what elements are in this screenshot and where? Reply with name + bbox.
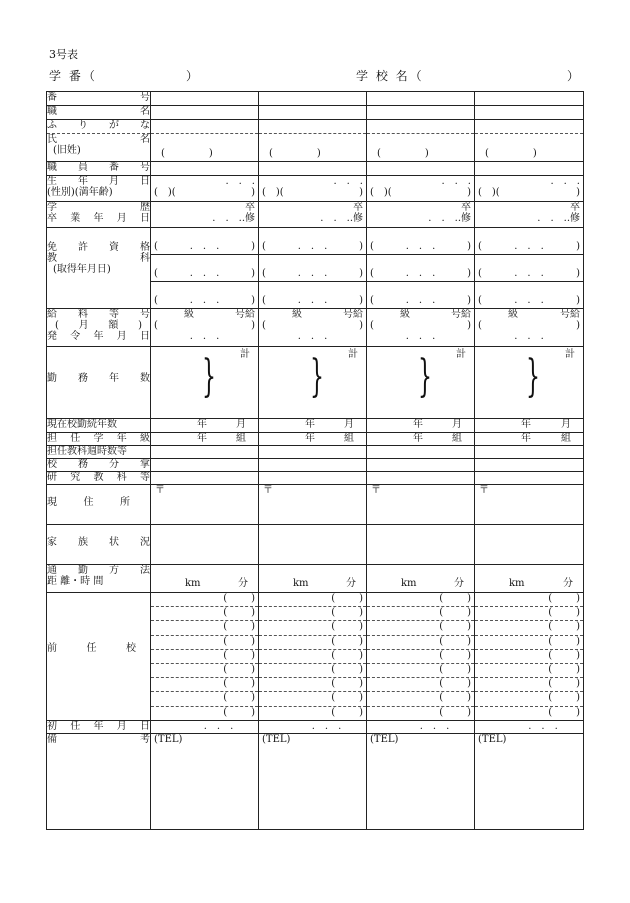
service-years-row-cell[interactable]: } 計 (151, 347, 259, 419)
commute-row-cell[interactable]: km 分 (151, 565, 259, 593)
job-row-cell[interactable] (367, 106, 475, 120)
current-years-row-cell[interactable]: 年 月 (475, 419, 584, 433)
student-number-label: 学 番（ (49, 69, 97, 83)
family-row-cell[interactable] (475, 525, 584, 565)
furigana-cell[interactable] (367, 120, 475, 134)
name-label: 氏 名 (旧姓) (47, 134, 151, 162)
research-row-cell[interactable] (259, 472, 367, 485)
hours-row-cell[interactable] (151, 446, 259, 459)
class-row (47, 433, 584, 446)
address-row-cell[interactable]: 〒 (367, 485, 475, 525)
research-row-cell[interactable] (475, 472, 584, 485)
commute-row-cell[interactable]: km 分 (475, 565, 584, 593)
class-row-cell[interactable]: 年 組 (475, 433, 584, 446)
job-row-cell[interactable] (475, 106, 584, 120)
number-row-cell[interactable] (259, 92, 367, 106)
remarks-row-cell[interactable]: (TEL) (259, 733, 367, 829)
furigana-cell[interactable] (151, 120, 259, 134)
previous-school-row (47, 593, 584, 721)
student-number-close: ） (186, 69, 199, 83)
duty-row (47, 459, 584, 472)
address-row-cell[interactable]: 〒 (475, 485, 584, 525)
service-years-row-cell[interactable]: } 計 (259, 347, 367, 419)
education-row-cell[interactable]: 卒 . . ..修 (259, 202, 367, 228)
staff-number-row (47, 162, 584, 176)
class-row-cell[interactable]: 年 組 (367, 433, 475, 446)
family-row-cell[interactable] (259, 525, 367, 565)
family-row-label: 家 族 状 況 (47, 525, 151, 565)
commute-row-cell[interactable]: km 分 (259, 565, 367, 593)
furigana-cell[interactable] (475, 120, 584, 134)
first-date-row-cell[interactable]: . . . (367, 720, 475, 733)
form-number: 3号表 (49, 48, 78, 61)
education-row-cell[interactable]: 卒 . . ..修 (151, 202, 259, 228)
first-date-row-label: 初 任 年 月 日 (47, 720, 150, 732)
research-row-cell[interactable] (367, 472, 475, 485)
current-years-row (47, 419, 584, 433)
birth-row-cell[interactable]: . . . ( )( ) (259, 176, 367, 202)
class-row-cell[interactable]: 年 組 (259, 433, 367, 446)
first-date-row-cell[interactable]: . . . (475, 720, 584, 733)
furigana-row (47, 120, 584, 134)
number-row-cell[interactable] (475, 92, 584, 106)
education-row-cell[interactable]: 卒 . . ..修 (367, 202, 475, 228)
class-row-cell[interactable]: 年 組 (151, 433, 259, 446)
salary-row-cell[interactable]: 級 号給 ( ) . . . (475, 309, 584, 347)
duty-row-cell[interactable] (259, 459, 367, 472)
remarks-row (47, 733, 584, 829)
service-years-row (47, 347, 584, 419)
service-years-row-label: 勤 務 年 数 (47, 347, 151, 419)
salary-row-cell[interactable]: 級 号給 ( ) . . . (151, 309, 259, 347)
license-cell[interactable]: ( . . . ) ( . . . ) ( . . . ) (367, 228, 475, 309)
hours-row-cell[interactable] (367, 446, 475, 459)
education-row-cell[interactable]: 卒 . . ..修 (475, 202, 584, 228)
previous-school-cell[interactable]: ( ) ( ) ( ) ( ) ( ) ( ) ( ) ( ) ( ) (151, 593, 259, 721)
birth-row (47, 176, 584, 202)
staff-number-row-cell[interactable] (475, 162, 584, 176)
salary-row-cell[interactable]: 級 号給 ( ) . . . (259, 309, 367, 347)
current-years-row-cell[interactable]: 年 月 (259, 419, 367, 433)
license-cell[interactable]: ( . . . ) ( . . . ) ( . . . ) (475, 228, 584, 309)
address-row (47, 485, 584, 525)
service-years-row-cell[interactable]: } 計 (475, 347, 584, 419)
service-years-row-cell[interactable]: } 計 (367, 347, 475, 419)
birth-row-label: 生 年 月 日 (性別)(満年齢) (47, 176, 151, 202)
family-row (47, 525, 584, 565)
school-name-label: 学 校 名（ (356, 69, 424, 83)
education-row (47, 202, 584, 228)
duty-row-cell[interactable] (367, 459, 475, 472)
current-years-row-label: 現在校勤続年数 (47, 419, 151, 433)
research-row-cell[interactable] (151, 472, 259, 485)
remarks-row-label: 備 考 (47, 733, 151, 829)
name-cell[interactable]: ( ) (259, 134, 367, 162)
number-row-cell[interactable] (367, 92, 475, 106)
address-row-cell[interactable]: 〒 (259, 485, 367, 525)
salary-row (47, 309, 584, 347)
number-row-label: 番 号 (47, 92, 151, 106)
staff-number-row-cell[interactable] (367, 162, 475, 176)
duty-row-label: 校 務 分 掌 (47, 459, 150, 470)
first-date-row (47, 720, 584, 733)
class-row-label: 担 任 学 年 級 (47, 433, 150, 444)
family-row-cell[interactable] (151, 525, 259, 565)
staff-number-row-label: 職 員 番 号 (47, 162, 151, 176)
birth-row-cell[interactable]: . . . ( )( ) (367, 176, 475, 202)
job-row-label: 職 名 (47, 106, 151, 120)
research-row (47, 472, 584, 485)
hours-row (47, 446, 584, 459)
commute-row-cell[interactable]: km 分 (367, 565, 475, 593)
previous-school-cell[interactable]: ( ) ( ) ( ) ( ) ( ) ( ) ( ) ( ) ( ) (475, 593, 584, 721)
salary-row-label: 給 料 等 号 ( 月 額 ) 発 令 年 月 日 (47, 309, 151, 347)
hours-row-cell[interactable] (259, 446, 367, 459)
name-cell[interactable]: ( ) (475, 134, 584, 162)
name-cell[interactable]: ( ) (151, 134, 259, 162)
address-row-label: 現 住 所 (47, 485, 151, 525)
number-row-cell[interactable] (151, 92, 259, 106)
family-row-cell[interactable] (367, 525, 475, 565)
birth-row-cell[interactable]: . . . ( )( ) (151, 176, 259, 202)
previous-school-label: 前 任 校 (47, 593, 151, 721)
commute-row-label: 通 勤 方 法 距 離・時 間 (47, 565, 151, 593)
hours-row-label: 担任教科週時数等 (47, 446, 151, 459)
previous-school-cell[interactable]: ( ) ( ) ( ) ( ) ( ) ( ) ( ) ( ) ( ) (259, 593, 367, 721)
duty-row-cell[interactable] (151, 459, 259, 472)
license-cell[interactable]: ( . . . ) ( . . . ) ( . . . ) (151, 228, 259, 309)
staff-number-row-cell[interactable] (259, 162, 367, 176)
job-row (47, 106, 584, 120)
birth-row-cell[interactable]: . . . ( )( ) (475, 176, 584, 202)
school-name-close: ） (567, 69, 580, 83)
number-row (47, 92, 584, 106)
first-date-row-cell[interactable]: . . . (259, 720, 367, 733)
teacher-record-table (46, 91, 584, 830)
furigana-cell[interactable] (259, 120, 367, 134)
commute-row (47, 565, 584, 593)
name-row (47, 134, 584, 162)
staff-number-row-cell[interactable] (151, 162, 259, 176)
furigana-label: ふ り が な (47, 120, 151, 134)
current-years-row-cell[interactable]: 年 月 (367, 419, 475, 433)
previous-school-cell[interactable]: ( ) ( ) ( ) ( ) ( ) ( ) ( ) ( ) ( ) (367, 593, 475, 721)
address-row-cell[interactable]: 〒 (151, 485, 259, 525)
duty-row-cell[interactable] (475, 459, 584, 472)
license-row (47, 228, 584, 309)
first-date-row-cell[interactable]: . . . (151, 720, 259, 733)
job-row-cell[interactable] (259, 106, 367, 120)
salary-row-cell[interactable]: 級 号給 ( ) . . . (367, 309, 475, 347)
research-row-label: 研 究 教 科 等 (47, 472, 150, 483)
education-row-label: 学 歴 卒 業 年 月 日 (47, 202, 151, 228)
current-years-row-cell[interactable]: 年 月 (151, 419, 259, 433)
remarks-row-cell[interactable]: (TEL) (151, 733, 259, 829)
license-label: 免 許 資 格 教 科 (取得年月日) (47, 228, 151, 309)
job-row-cell[interactable] (151, 106, 259, 120)
hours-row-cell[interactable] (475, 446, 584, 459)
remarks-row-cell[interactable]: (TEL) (475, 733, 584, 829)
license-cell[interactable]: ( . . . ) ( . . . ) ( . . . ) (259, 228, 367, 309)
name-cell[interactable]: ( ) (367, 134, 475, 162)
remarks-row-cell[interactable]: (TEL) (367, 733, 475, 829)
